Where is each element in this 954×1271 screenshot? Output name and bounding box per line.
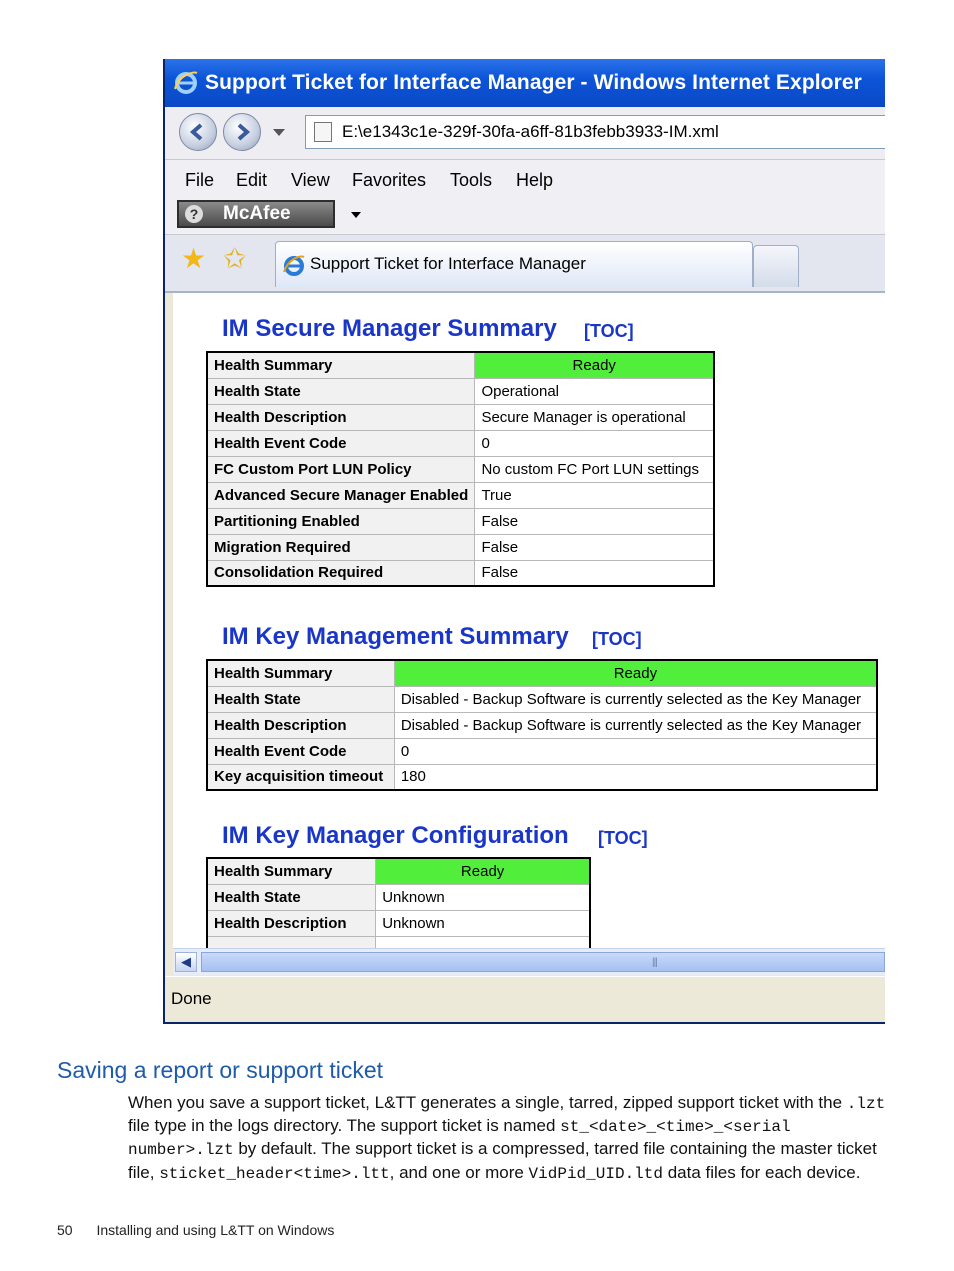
toc-link[interactable]: [TOC] [592,629,642,649]
row-value: False [475,534,714,560]
navigation-bar [165,107,885,160]
tab-bar [165,235,885,293]
row-key: Health Event Code [207,430,475,456]
table-row [207,430,714,456]
menu-file[interactable]: File [185,170,215,190]
back-arrow-icon [187,121,209,143]
row-value [376,936,590,948]
row-value: True [475,482,714,508]
status-ready: Ready [475,352,714,378]
row-key: Health State [207,686,394,712]
table-row [207,378,714,404]
status-ready: Ready [376,858,590,884]
table-row [207,660,877,686]
table-row [207,884,590,910]
history-dropdown-icon[interactable] [273,129,285,136]
menu-view[interactable]: View [291,170,330,190]
table-row [207,686,877,712]
footer-text: Installing and using L&TT on Windows [96,1222,335,1238]
table-row [207,910,590,936]
table-row [207,936,590,948]
para-text: by default. The support ticket is a compressed, tarred file containing the master ticket file, [128,1139,877,1182]
menu-favorites[interactable]: Favorites [352,170,427,190]
scrollbar-thumb[interactable] [201,952,885,972]
grip-icon: ||| [652,957,657,968]
forward-button[interactable] [223,113,261,151]
row-key: Health Description [207,712,394,738]
section-heading: Saving a report or support ticket [57,1057,383,1083]
back-button[interactable] [179,113,217,151]
code-lzt: .lzt [846,1095,886,1113]
row-value: Operational [475,378,714,404]
status-ready: Ready [394,660,877,686]
table-row [207,404,714,430]
tab-support-ticket[interactable] [275,241,753,287]
row-key: Health Description [207,910,376,936]
status-bar [165,976,885,1023]
mcafee-dropdown-icon[interactable] [351,212,361,218]
code-header-file: sticket_header<time>.ltt [159,1164,390,1183]
table-row [207,456,714,482]
row-key: Advanced Secure Manager Enabled [207,482,475,508]
row-key [207,936,376,948]
horizontal-scrollbar[interactable] [173,948,885,975]
row-value: False [475,560,714,586]
row-key: FC Custom Port LUN Policy [207,456,475,482]
section-title-key-management: IM Key Management Summary [222,623,569,650]
row-key: Migration Required [207,534,475,560]
scroll-left-icon[interactable]: ◀ [175,952,197,972]
favorites-star-icon[interactable]: ★ [181,243,207,274]
section-title-secure-manager: IM Secure Manager Summary [222,315,557,342]
mcafee-toolbar [165,198,885,235]
toc-link[interactable]: [TOC] [598,828,648,848]
table-row [207,560,714,586]
table-row [207,764,877,790]
row-key: Health State [207,884,376,910]
code-data-file: VidPid_UID.ltd [528,1164,663,1183]
row-key: Health Event Code [207,738,394,764]
address-url: E:\e1343c1e-329f-30fa-a6ff-81b3febb3933-IM.xml [342,122,719,141]
page-footer [57,1222,334,1238]
row-key: Health Summary [207,858,376,884]
table-row [207,738,877,764]
page-number: 50 [57,1222,73,1238]
para-text: file type in the logs directory. The support ticket is named [128,1116,561,1136]
para-text: , and one or more [389,1162,529,1182]
row-key: Health Summary [207,352,475,378]
code-ticket-name: st_<date>_<time>_<serial number>.lzt [128,1118,791,1160]
row-value: False [475,508,714,534]
mcafee-button[interactable] [177,200,335,228]
address-bar[interactable] [305,115,885,149]
row-value: 0 [475,430,714,456]
key-manager-config-table [206,857,591,948]
new-tab-button[interactable] [753,245,799,287]
browser-screenshot [163,59,885,1024]
ie-tab-icon [282,253,306,277]
status-text: Done [171,989,212,1008]
body-paragraph [128,1092,888,1185]
row-value: Unknown [376,910,590,936]
menu-tools[interactable]: Tools [450,170,493,190]
document-icon [314,122,332,142]
mcafee-shield-icon: ? [185,205,203,223]
row-value: Secure Manager is operational [475,404,714,430]
row-key: Health Description [207,404,475,430]
forward-arrow-icon [231,121,253,143]
key-management-table [206,659,878,791]
table-row [207,858,590,884]
row-key: Partitioning Enabled [207,508,475,534]
table-row [207,482,714,508]
row-key: Consolidation Required [207,560,475,586]
row-value: Disabled - Backup Software is currently selected as the Key Manager [394,712,877,738]
para-text: data files for each device. [662,1162,861,1182]
menu-help[interactable]: Help [516,170,554,190]
menu-edit[interactable]: Edit [236,170,268,190]
row-key: Key acquisition timeout [207,764,394,790]
window-titlebar [165,59,885,107]
row-value: Disabled - Backup Software is currently selected as the Key Manager [394,686,877,712]
page-content [173,293,885,948]
row-value: Unknown [376,884,590,910]
table-row [207,508,714,534]
tab-label: Support Ticket for Interface Manager [310,254,586,273]
row-value: 0 [394,738,877,764]
section-title-key-manager-config: IM Key Manager Configuration [222,822,569,849]
mcafee-label: McAfee [223,203,291,224]
table-row [207,352,714,378]
para-text: When you save a support ticket, L&TT generates a single, tarred, zipped support ticket with the [128,1093,847,1112]
toc-link[interactable]: [TOC] [584,321,634,341]
table-row [207,534,714,560]
table-row [207,712,877,738]
row-value: No custom FC Port LUN settings [475,456,714,482]
row-key: Health State [207,378,475,404]
add-favorite-icon[interactable]: ✩ [223,243,247,274]
menu-bar [165,160,885,198]
secure-manager-table [206,351,715,587]
row-key: Health Summary [207,660,394,686]
row-value: 180 [394,764,877,790]
ie-logo-icon [173,69,199,95]
window-title: Support Ticket for Interface Manager - Windows Internet Explorer [205,71,862,94]
